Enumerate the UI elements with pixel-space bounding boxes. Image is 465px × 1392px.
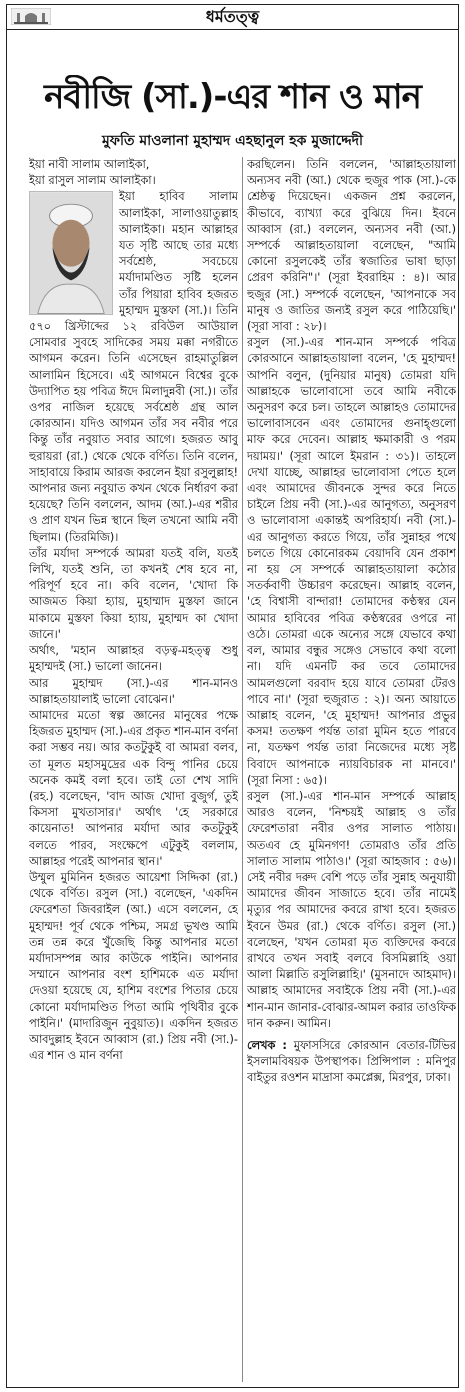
- salam-line-1: ইয়া নাবী সালাম আলাইকা,: [29, 158, 150, 171]
- quran-love-paragraph: রসুল (সা.)-এর শান-মান সম্পর্কে পবিত্র কোরআনে আল্লাহতায়ালা বলেন, 'হে মুহাম্মদ! আপনি বলুন, (দুনিয়ার মানুষ) তোমরা যদি আল্লাহকে ভালোবাসো তবে আমি নবীকে অনুসরণ করে চল। তাহলে আল্লাহও তোমাদের ভালোবাসবেন এবং তোমাদের গুনাহ্গুলো মাফ করে দেবেন। আল্লাহ ক্ষমাকারী ও পরম দয়াময়।' (সূরা আলে ইমরান : ৩১)। তাহলে দেখা যাচ্ছে, আল্লাহর ভালোবাসা পেতে হলে এবং আমাদের জীবনকে সুন্দর করে নিতে চাইলে প্রিয় নবী (সা.)-এর আনুগত্য, অনুসরণ ও ভালোবাসা একান্তই অপরিহার্য। নবী (সা.)-এর আনুগত্য করতে গিয়ে, তাঁর সুন্নাহর পথে চলতে গিয়ে কোনোরকম বেয়াদবি যেন প্রকাশ না হয় সে সম্পর্কে আল্লাহতায়ালা কঠোর সতর্কবাণী উচ্চারণ করেছেন। আল্লাহ বলেন, 'হে বিশ্বাসী বান্দারা! তোমাদের কণ্ঠস্বর যেন আমার হাবিবের পবিত্র কণ্ঠস্বরের ওপরে না ওঠে। তোমরা একে অন্যের সঙ্গে যেভাবে কথা বল, আমার বন্ধুর সঙ্গেও সেভাবে কথা বলো না। যদি এমনটি কর তবে তোমাদের আমলগুলো বরবাদ হয়ে যাবে তোমরা টেরও পাবে না।' (সূরা হুজুরাত : ২)। অন্য আয়াতে আল্লাহ বলেন, 'হে মুহাম্মদ! আপনার প্রভুর কসম! ততক্ষণ পর্যন্ত তারা মুমিন হতে পারবে না, যতক্ষণ পর্যন্ত তারা নিজেদের মধ্যে সৃষ্ট বিবাদে আপনাকে ন্যায়বিচারক না মানবে।' (সূরা নিসা : ৬৫)।: [247, 336, 456, 787]
- article-headline: নবীজি (সা.)-এর শান ও মান: [44, 77, 421, 117]
- dignity-paragraph: তাঁর মর্যাদা সম্পর্কে আমরা যতই বলি, যতই লিখি, যতই শুনি, তা কখনই শেষ হবে না, পরিপূর্ণ হবে না। কবি বলেন, 'খোদা কি আজমত কিয়া হ্যায়, মুহাম্মাদ মুস্তফা জানে মাকামে মুস্তফা কিয়া হ্যায়, মুহাম্মদ কা খোদা জানে।': [29, 546, 238, 641]
- intro-paragraph: ইয়া হাবিব সালাম আলাইকা, সালাওয়াতুল্লাহ আলাইকা। মহান আল্লাহর যত সৃষ্টি আছে তার মধ্যে সর্বশ্রেষ্ঠ, সবচেয়ে মর্যাদামণ্ডিত সৃষ্টি হলেন তাঁর পিয়ারা হাবিব হজরত মুহাম্মদ মুস্তফা (সা.)। তিনি ৫৭০ খ্রিস্টাব্দের ১২ রবিউল আউয়াল সোমবার সুবহে সাদিকের সময় মক্কা নগরীতে আগমন করেন। তিনি এসেছেন রাহমাতুল্লিল আলামিন হিসেবে। এই আগমনে বিশ্বের বুকে উদ্যাপিত হয় পবিত্র ঈদে মিলাদুন্নবী (সা.)। তাঁর ওপর নাজিল হয়েছে সর্বশ্রেষ্ঠ গ্রন্থ আল কোরআন। যদিও আগমন তাঁর সব নবীর পরে কিন্তু তাঁর নবুয়াত সবার আগে। হজরত আবু হুরায়রা (রা.) থেকে থেকে বর্ণিত। তিনি বলেন, সাহাবায়ে কিরাম আরজ করলেন ইয়া রসুলুল্লাহ! আপনার জন্য নবুয়াত কখন থেকে নির্ধারণ করা হয়েছে? তিনি বললেন, আদম (আ.)-এর শরীর ও প্রাণ যখন ভিন্ন স্থানে ছিল তখনো আমি নবী ছিলাম। (তিরমিজি)।: [29, 190, 238, 544]
- section-header: [7, 5, 458, 30]
- author-note: [247, 1038, 456, 1087]
- allah-knows-paragraph: আর মুহাম্মদ (সা.)-এর শান-মানও আল্লাহতায়ালাই ভালো বোঝেন।': [29, 676, 238, 706]
- author-photo: [29, 191, 113, 315]
- knowledge-paragraph: আমাদের মতো স্বল্প জ্ঞানের মানুষের পক্ষে হিজরত মুহাম্মদ (সা.)-এর প্রকৃত শান-মান বর্ণনা করা সম্ভব নয়। আর কতটুকুই বা আমরা বলব, তা মূলত মহাসমুদ্রের এক বিন্দু পানির চেয়ে অনেক কমই বলা হবে। তাই তো শেখ সাদি (রহ.) বলেছেন, 'বাদ আজ খোদা বুজুর্গ, তুই কিসসা মুখতাসার।' অর্থাৎ 'হে সরকারে কায়েনাত! আপনার মর্যাদা আর কতটুকুই বলতে পারব, সংক্ষেপে এটুকুই বললাম, আল্লাহর পরেই আপনার স্থান।': [29, 708, 238, 868]
- meaning-paragraph: অর্থাৎ, 'মহান আল্লাহর বড়ত্ব-মহত্ত্ব শুধু মুহাম্মদই (সা.) ভালো জানেন।: [29, 644, 238, 674]
- ibn-abbas-paragraph: করছিলেন। তিনি বললেন, 'আল্লাহতায়ালা অন্যসব নবী (আ.) থেকে হুজুর পাক (সা.)-কে শ্রেষ্ঠত্ব দিয়েছেন। একজন প্রশ্ন করলেন, কীভাবে, ব্যাখ্যা করে বুঝিয়ে দিন। ইবনে আব্বাস (রা.) বললেন, অন্যসব নবী (আ.) সম্পর্কে আল্লাহতায়ালা বলেছেন, "আমি কোনো রসুলকেই তাঁর স্বজাতির ভাষা ছাড়া প্রেরণ করিনি"।' (সূরা ইবরাহিম : ৪)। আর হুজুর (সা.) সম্পর্কে বলেছেন, 'আপনাকে সব মানুষ ও জাতির জন্যই রসুল করে পাঠিয়েছি।' (সূরা সাবা : ২৮)।: [247, 158, 456, 334]
- article-author: মুফতি মাওলানা মুহাম্মদ এহছানুল হক মুজাদ্দেদী: [101, 133, 364, 149]
- section-title: ধর্মতত্ত্ব: [205, 7, 260, 26]
- right-column: [247, 157, 456, 1387]
- salat-paragraph: রসুল (সা.)-এর শান-মান সম্পর্কে আল্লাহ আরও বলেন, 'নিশ্চয়ই আল্লাহ ও তাঁর ফেরেশতারা নবীর ওপর সালাত পাঠায়। অতএব হে মুমিনগণ! তোমরাও তাঁর প্রতি সালাত সালাম পাঠাও।' (সূরা আহজাব : ৫৬)। সেই নবীর দরুদ বেশি পড়ে তাঁর সুন্নাহ অনুযায়ী আমাদের জীবন সাজাতে হবে। তাঁর নামেই মৃত্যুর পর আমাদের কবরে রাখা হবে। হজরত ইবনে উমর (রা.) থেকে বর্ণিত। রসুল (সা.) বলেছেন, 'যখন তোমরা মৃত ব্যক্তিদের কবরে রাখবে তখন সবাই বলবে বিসমিল্লাহি ওয়া আলা মিল্লাতি রসুলিল্লাহি।' (মুসনাদে আহমাদ)। আল্লাহ আমাদের সবাইকে প্রিয় নবী (সা.)-এর শান-মান জানার-বোঝার-আমল করার তাওফিক দান করুন। আমিন।: [247, 789, 456, 1030]
- author-note-text: মুফাসসিরে কোরআন বেতার-টিভির ইসলামবিষয়ক উপস্থাপক। প্রিন্সিপাল : মনিপুর বাইতুর রওশন মাদ্রাসা কমপ্লেক্স, মিরপুর, ঢাকা।: [247, 1038, 456, 1085]
- newspaper-page: [6, 4, 459, 1388]
- author-note-label: লেখক :: [247, 1038, 287, 1052]
- salam-line-2: ইয়া রাসুল সালাম আলাইকা।: [29, 174, 156, 188]
- column-divider: [242, 157, 243, 1382]
- ayesha-hadith-paragraph: উম্মুল মুমিনিন হজরত আয়েশা সিদ্দিকা (রা.) থেকে বর্ণিত। রসুল (সা.) বলেছেন, 'একদিন ফেরেশতা জিবরাইল (আ.) এসে বললেন, হে মুহাম্মদ! পূর্ব থেকে পশ্চিম, সমগ্র ভূখণ্ড আমি তন্ন তন্ন করে খুঁজেছি কিন্তু আপনার মতো মর্যাদাসম্পন্ন আর কাউকে পাইনি। আপনার সম্মানে আপনার বংশ হাশিমকে এত মর্যাদা দেওয়া হয়েছে যে, হাশিম বংশের পিতার চেয়ে কোনো মর্যাদামণ্ডিত পিতা আমি পৃথিবীর বুকে পাইনি।' (মাদারিজুন নুবুয়াত)। একদিন হজরত আবদুল্লাহ ইবনে আব্বাস (রা.) প্রিয় নবী (সা.)-এর শান ও মান বর্ণনা: [29, 870, 238, 1063]
- left-column: [29, 157, 238, 1387]
